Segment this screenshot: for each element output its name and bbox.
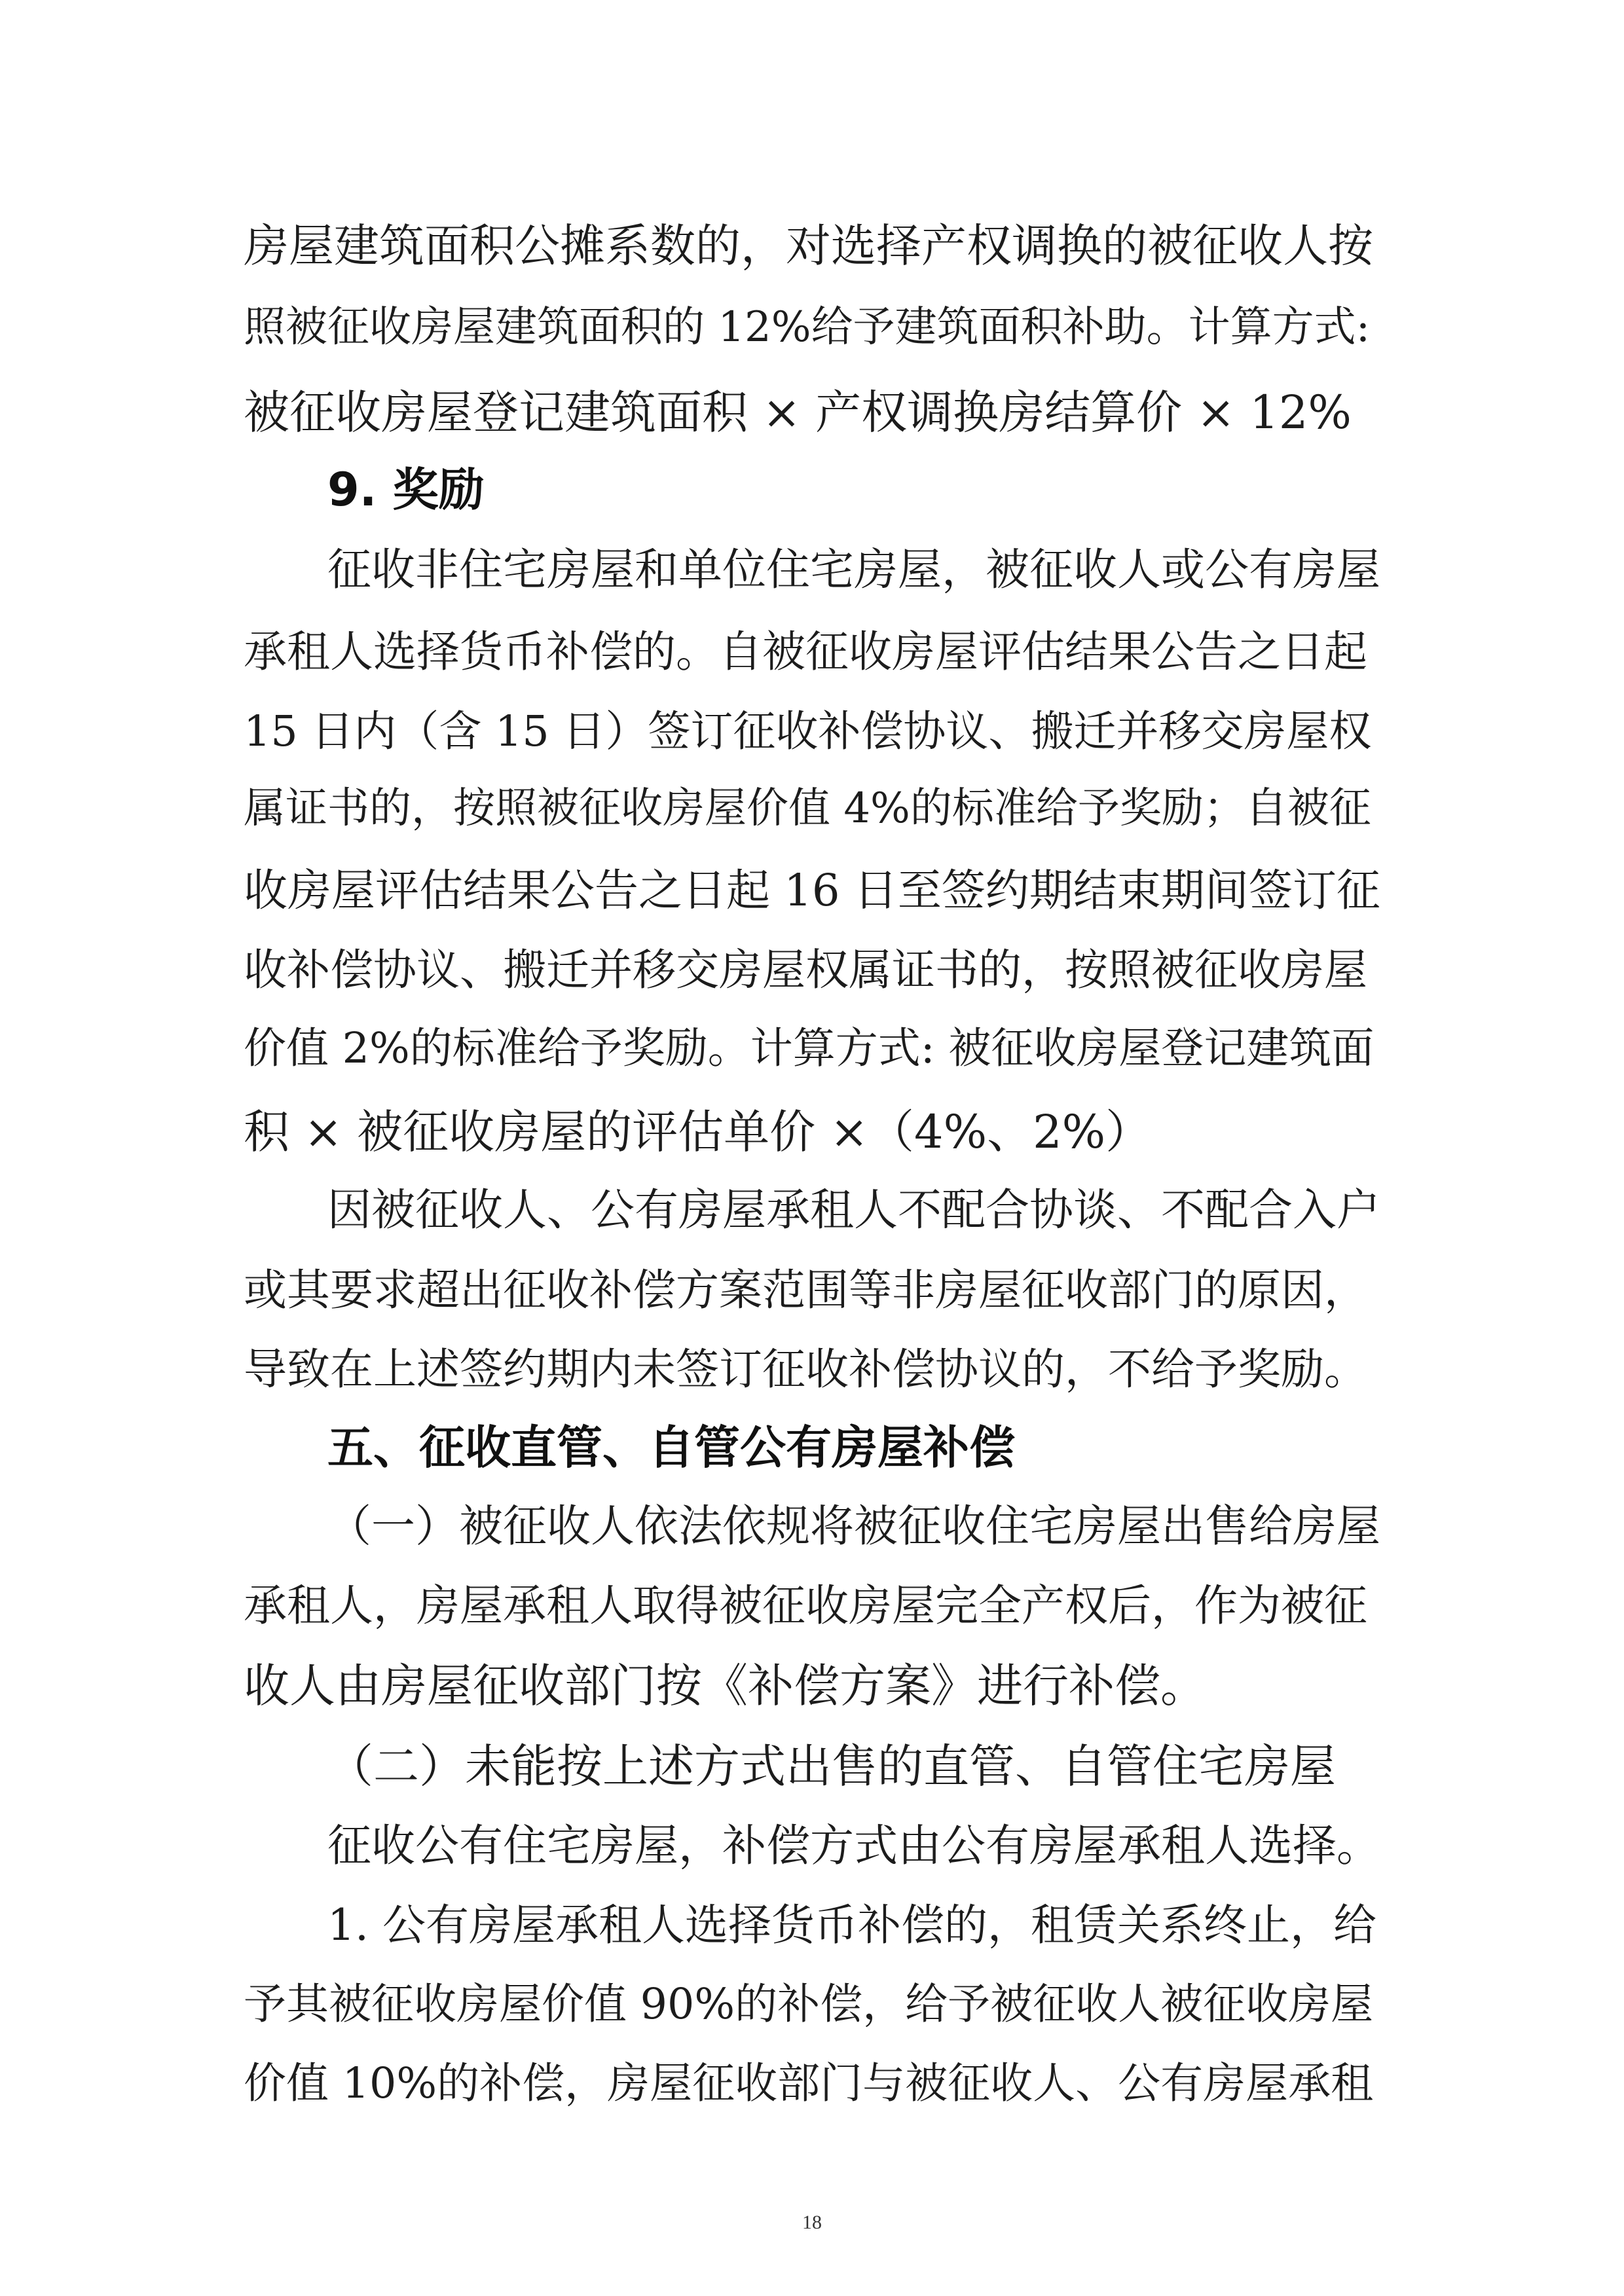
text-line: 积 × 被征收房屋的评估单价 ×（4%、2%） bbox=[244, 1105, 1152, 1159]
text-line: （二）未能按上述方式出售的直管、自管住宅房屋 bbox=[327, 1740, 1336, 1793]
text-line: 导致在上述签约期内未签订征收补偿协议的，不给予奖励。 bbox=[244, 1344, 1367, 1394]
text-line: 承租人，房屋承租人取得被征收房屋完全产权后，作为被征 bbox=[244, 1580, 1367, 1631]
text-line: 征收公有住宅房屋，补偿方式由公有房屋承租人选择。 bbox=[327, 1820, 1380, 1871]
text-line: 收补偿协议、搬迁并移交房屋权属证书的，按照被征收房屋 bbox=[244, 945, 1367, 995]
text-line: 承租人选择货币补偿的。自被征收房屋评估结果公告之日起 bbox=[244, 627, 1367, 677]
section-heading: 9. 奖励 bbox=[327, 463, 485, 517]
text-line: 收人由房屋征收部门按《补偿方案》进行补偿。 bbox=[244, 1659, 1206, 1713]
text-line: 被征收房屋登记建筑面积 × 产权调换房结算价 × 12% bbox=[244, 386, 1352, 439]
text-line: 房屋建筑面积公摊系数的，对选择产权调换的被征收人按 bbox=[244, 220, 1373, 272]
section-heading: 五、征收直管、自管公有房屋补偿 bbox=[327, 1421, 1015, 1474]
text-line: 照被征收房屋建筑面积的 12%给予建筑面积补助。计算方式: bbox=[244, 303, 1371, 352]
text-line: 价值 2%的标准给予奖励。计算方式: 被征收房屋登记建筑面 bbox=[244, 1024, 1375, 1073]
text-line: 征收非住宅房屋和单位住宅房屋，被征收人或公有房屋 bbox=[327, 544, 1380, 595]
text-line: 因被征收人、公有房屋承租人不配合协谈、不配合入户 bbox=[327, 1184, 1380, 1235]
page-number: 18 bbox=[802, 2212, 822, 2233]
text-line: 予其被征收房屋价值 90%的补偿，给予被征收人被征收房屋 bbox=[244, 1980, 1374, 2029]
text-line: 价值 10%的补偿，房屋征收部门与被征收人、公有房屋承租 bbox=[244, 2059, 1374, 2108]
text-line: 或其要求超出征收补偿方案范围等非房屋征收部门的原因， bbox=[244, 1265, 1367, 1315]
text-line: （一）被征收人依法依规将被征收住宅房屋出售给房屋 bbox=[327, 1501, 1380, 1552]
text-line: 1. 公有房屋承租人选择货币补偿的，租赁关系终止，给 bbox=[327, 1900, 1376, 1950]
text-line: 属证书的，按照被征收房屋价值 4%的标准给予奖励；自被征 bbox=[244, 784, 1371, 833]
text-line: 收房屋评估结果公告之日起 16 日至签约期结束期间签订征 bbox=[244, 865, 1380, 916]
text-line: 15 日内（含 15 日）签订征收补偿协议、搬迁并移交房屋权 bbox=[244, 707, 1372, 756]
